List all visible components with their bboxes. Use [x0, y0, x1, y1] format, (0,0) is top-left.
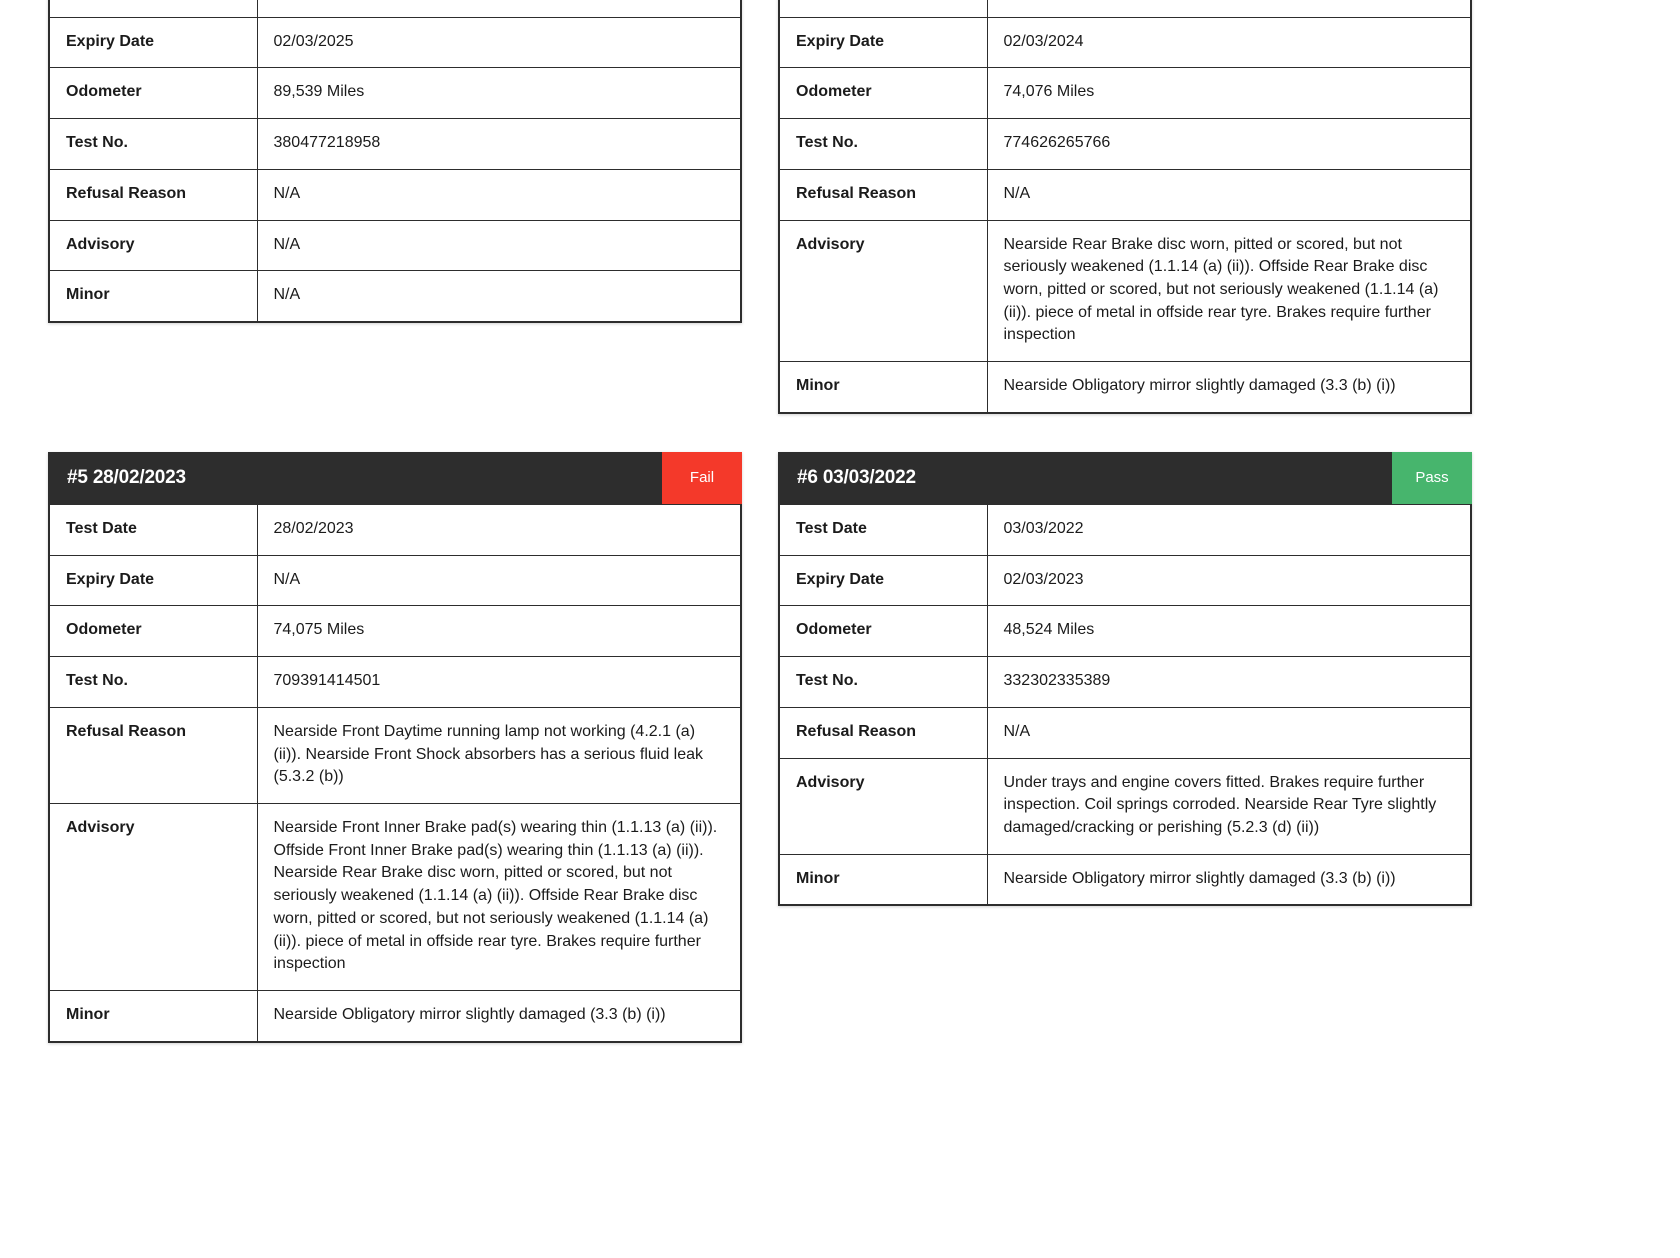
detail-label: Odometer: [779, 68, 987, 119]
table-row: [779, 504, 1471, 555]
table-row: [779, 854, 1471, 905]
table-row: [49, 990, 741, 1041]
table-row: [779, 68, 1471, 119]
mot-record-card: [778, 452, 1472, 906]
table-row: [779, 17, 1471, 68]
mot-detail-table: [778, 504, 1472, 906]
table-row: [779, 0, 1471, 17]
table-row: [49, 169, 741, 220]
detail-value: Nearside Front Daytime running lamp not working (4.2.1 (a) (ii)). Nearside Front Shock absorbers has a serious fluid leak (5.3.2 (b)): [257, 707, 741, 803]
table-row: [49, 555, 741, 606]
detail-value: 28/02/2023: [257, 504, 741, 555]
mot-record-card: [48, 452, 742, 1043]
detail-label: Advisory: [49, 220, 257, 271]
detail-value: Nearside Obligatory mirror slightly damaged (3.3 (b) (i)): [257, 990, 741, 1041]
detail-label: Test No.: [49, 119, 257, 170]
detail-label: Minor: [49, 990, 257, 1041]
detail-value: [987, 0, 1471, 17]
detail-value: N/A: [257, 555, 741, 606]
detail-label: Odometer: [779, 606, 987, 657]
mot-records-grid: [48, 0, 1472, 1081]
table-row: [779, 169, 1471, 220]
table-row: [49, 803, 741, 990]
table-row: [779, 555, 1471, 606]
table-row: [49, 68, 741, 119]
detail-label: Refusal Reason: [779, 169, 987, 220]
detail-value: Nearside Front Inner Brake pad(s) wearing thin (1.1.13 (a) (ii)). Offside Front Inner Brake pad(s) wearing thin (1.1.13 (a) (ii)). Nearside Rear Brake disc worn, pitted or scored, but not seriously weakened (1.1.14 (a) (ii)). Offside Rear Brake disc worn, pitted or scored, but not seriously weakened (1.1.14 (a) (ii)). piece of metal in offside rear tyre. Brakes require further inspection: [257, 803, 741, 990]
detail-value: Nearside Rear Brake disc worn, pitted or scored, but not seriously weakened (1.1.14 (a) (ii)). Offside Rear Brake disc worn, pitted or scored, but not seriously weakened (1.1.14 (a) (ii)). piece of metal in offside rear tyre. Brakes require further inspection: [987, 220, 1471, 362]
detail-value: 380477218958: [257, 119, 741, 170]
detail-label: Test No.: [779, 119, 987, 170]
detail-label: Refusal Reason: [49, 707, 257, 803]
detail-value: 774626265766: [987, 119, 1471, 170]
detail-value: 74,075 Miles: [257, 606, 741, 657]
detail-value: [257, 0, 741, 17]
mot-detail-table: [48, 0, 742, 323]
mot-record-card: [778, 0, 1472, 414]
detail-value: N/A: [257, 220, 741, 271]
table-row: [779, 707, 1471, 758]
table-row: [49, 606, 741, 657]
detail-label: Odometer: [49, 68, 257, 119]
detail-label: Refusal Reason: [49, 169, 257, 220]
table-row: [779, 119, 1471, 170]
detail-value: N/A: [987, 169, 1471, 220]
table-row: [779, 362, 1471, 413]
detail-label: Test No.: [49, 657, 257, 708]
card-header-title: #5 28/02/2023: [67, 466, 186, 488]
detail-value: 709391414501: [257, 657, 741, 708]
detail-label: Test No.: [779, 657, 987, 708]
detail-value: 332302335389: [987, 657, 1471, 708]
detail-label: Minor: [779, 854, 987, 905]
table-row: [49, 657, 741, 708]
table-row: [49, 707, 741, 803]
mot-detail-table: [48, 504, 742, 1043]
detail-label: Advisory: [49, 803, 257, 990]
table-row: [49, 504, 741, 555]
detail-label: Refusal Reason: [779, 707, 987, 758]
mot-detail-table: [778, 0, 1472, 414]
table-row: [779, 657, 1471, 708]
detail-value: 02/03/2025: [257, 17, 741, 68]
table-row: [49, 220, 741, 271]
detail-label: Expiry Date: [779, 555, 987, 606]
mot-record-card: [48, 0, 742, 323]
detail-label: Expiry Date: [49, 555, 257, 606]
status-badge: Fail: [662, 452, 742, 504]
detail-value: 03/03/2022: [987, 504, 1471, 555]
detail-value: 02/03/2023: [987, 555, 1471, 606]
detail-label: Expiry Date: [49, 17, 257, 68]
table-row: [779, 220, 1471, 362]
detail-label: [49, 0, 257, 17]
card-header: [48, 452, 742, 504]
detail-label: Test Date: [49, 504, 257, 555]
detail-value: 02/03/2024: [987, 17, 1471, 68]
table-row: [779, 606, 1471, 657]
detail-label: [779, 0, 987, 17]
detail-label: Minor: [779, 362, 987, 413]
detail-value: Nearside Obligatory mirror slightly damaged (3.3 (b) (i)): [987, 362, 1471, 413]
card-header: [778, 452, 1472, 504]
detail-value: Nearside Obligatory mirror slightly damaged (3.3 (b) (i)): [987, 854, 1471, 905]
detail-value: 74,076 Miles: [987, 68, 1471, 119]
detail-label: Odometer: [49, 606, 257, 657]
detail-value: N/A: [257, 169, 741, 220]
detail-value: 48,524 Miles: [987, 606, 1471, 657]
table-row: [49, 17, 741, 68]
detail-label: Advisory: [779, 758, 987, 854]
detail-value: N/A: [987, 707, 1471, 758]
detail-label: Minor: [49, 271, 257, 322]
detail-label: Test Date: [779, 504, 987, 555]
detail-label: Advisory: [779, 220, 987, 362]
table-row: [49, 0, 741, 17]
table-row: [779, 758, 1471, 854]
detail-value: Under trays and engine covers fitted. Brakes require further inspection. Coil springs corroded. Nearside Rear Tyre slightly damaged/cracking or perishing (5.2.3 (d) (ii)): [987, 758, 1471, 854]
detail-label: Expiry Date: [779, 17, 987, 68]
table-row: [49, 271, 741, 322]
table-row: [49, 119, 741, 170]
detail-value: 89,539 Miles: [257, 68, 741, 119]
detail-value: N/A: [257, 271, 741, 322]
status-badge: Pass: [1392, 452, 1472, 504]
card-header-title: #6 03/03/2022: [797, 466, 916, 488]
